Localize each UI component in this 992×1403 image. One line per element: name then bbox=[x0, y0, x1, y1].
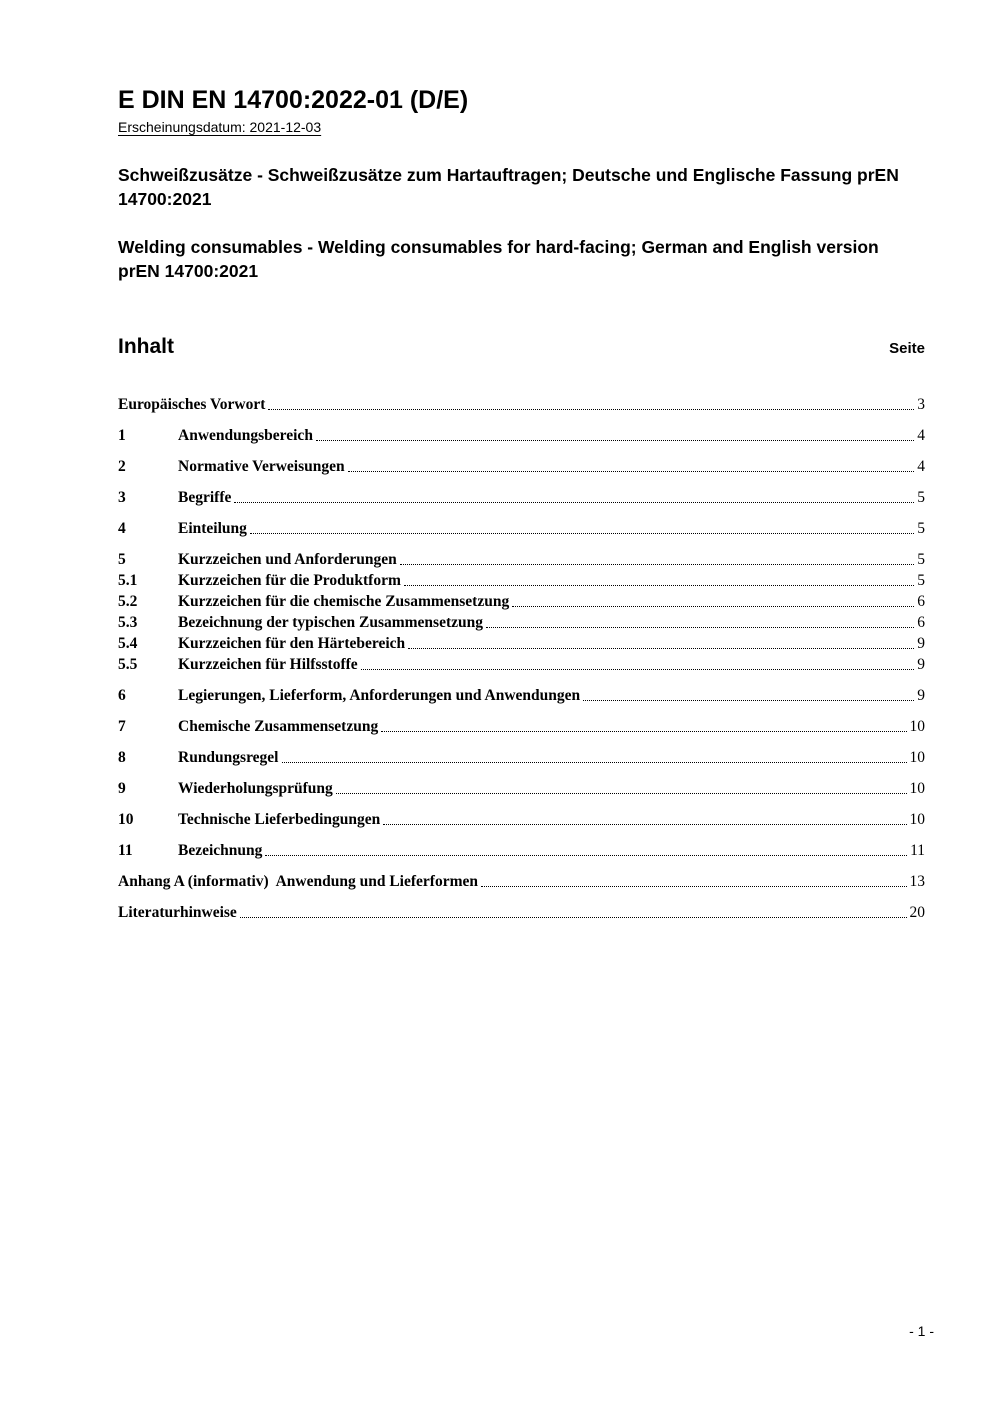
toc-entry-title: Kurzzeichen für die chemische Zusammensetzung bbox=[178, 593, 510, 610]
toc-entry-number: 1 bbox=[118, 427, 126, 444]
toc-entry-title: Bezeichnung der typischen Zusammensetzung bbox=[178, 614, 483, 631]
toc-entry-number: 5 bbox=[118, 551, 126, 568]
toc-entry-page: 20 bbox=[909, 904, 925, 921]
toc-entry-title: Kurzzeichen und Anforderungen bbox=[178, 551, 397, 568]
publication-date: Erscheinungsdatum: 2021-12-03 bbox=[118, 119, 322, 135]
toc-leader-dots bbox=[381, 731, 906, 732]
page-number-footer: - 1 - bbox=[909, 1323, 934, 1339]
toc-leader-dots bbox=[361, 669, 915, 670]
title-english: Welding consumables - Welding consumables for hard-facing; German and English version prEN 14700:2021 bbox=[118, 237, 879, 281]
toc-entry-title: Technische Lieferbedingungen bbox=[178, 811, 381, 828]
toc-leader-dots bbox=[404, 585, 914, 586]
toc-leader-dots bbox=[486, 627, 914, 628]
toc-entry-title: Literaturhinweise bbox=[118, 904, 237, 921]
toc-leader-dots bbox=[348, 471, 915, 472]
toc-entry bbox=[118, 519, 925, 539]
toc-entry-page: 5 bbox=[917, 520, 925, 537]
toc-entry-title: Normative Verweisungen bbox=[178, 458, 345, 475]
toc-entry-title: Begriffe bbox=[178, 489, 232, 506]
toc-entry bbox=[118, 613, 925, 633]
toc-entry-title: Anhang A (informativ) Anwendung und Lieferformen bbox=[118, 873, 478, 890]
toc-entry-title: Anwendungsbereich bbox=[178, 427, 313, 444]
toc-entry-number: 8 bbox=[118, 749, 126, 766]
toc-entry-page: 13 bbox=[909, 873, 925, 890]
toc-entry-number: 9 bbox=[118, 780, 126, 797]
toc-entry-page: 9 bbox=[917, 687, 925, 704]
toc-entry bbox=[118, 457, 925, 477]
toc-heading: Inhalt bbox=[118, 335, 174, 358]
toc-leader-dots bbox=[268, 409, 914, 410]
toc-entry-title: Wiederholungsprüfung bbox=[178, 780, 333, 797]
toc-leader-dots bbox=[400, 564, 915, 565]
toc-leader-dots bbox=[265, 855, 907, 856]
toc-entry bbox=[118, 634, 925, 654]
toc-entry-page: 9 bbox=[917, 635, 925, 652]
document-title: E DIN EN 14700:2022-01 (D/E) bbox=[118, 86, 469, 114]
toc-leader-dots bbox=[512, 606, 914, 607]
toc-entry bbox=[118, 592, 925, 612]
toc-leader-dots bbox=[583, 700, 914, 701]
toc-entry-number: 10 bbox=[118, 811, 134, 828]
toc-entry-title: Chemische Zusammensetzung bbox=[178, 718, 379, 735]
toc-entry-page: 4 bbox=[917, 458, 925, 475]
toc-entry-page: 10 bbox=[909, 811, 925, 828]
toc-entry-number: 6 bbox=[118, 687, 126, 704]
toc-entry bbox=[118, 779, 925, 799]
toc-entry bbox=[118, 655, 925, 675]
toc-entry bbox=[118, 686, 925, 706]
toc-entry-page: 4 bbox=[917, 427, 925, 444]
toc-entry bbox=[118, 872, 925, 892]
toc-entry-number: 4 bbox=[118, 520, 126, 537]
toc-entry-page: 5 bbox=[917, 551, 925, 568]
toc-entry-number: 2 bbox=[118, 458, 126, 475]
toc-entry-page: 10 bbox=[909, 780, 925, 797]
toc-entry-number: 5.5 bbox=[118, 656, 138, 673]
toc-entry-number: 5.1 bbox=[118, 572, 138, 589]
toc-entry-title: Einteilung bbox=[178, 520, 247, 537]
toc-entry-page: 3 bbox=[917, 396, 925, 413]
toc-entry-page: 10 bbox=[909, 749, 925, 766]
toc-leader-dots bbox=[234, 502, 914, 503]
toc-entry bbox=[118, 426, 925, 446]
toc-entry-title: Kurzzeichen für die Produktform bbox=[178, 572, 401, 589]
toc-leader-dots bbox=[316, 440, 914, 441]
toc-entry-page: 10 bbox=[909, 718, 925, 735]
title-german: Schweißzusätze - Schweißzusätze zum Hartauftragen; Deutsche und Englische Fassung prEN 14700:2021 bbox=[118, 165, 899, 209]
toc-entry-number: 3 bbox=[118, 489, 126, 506]
toc-entry bbox=[118, 395, 925, 415]
toc-leader-dots bbox=[240, 917, 907, 918]
toc-entry-page: 6 bbox=[917, 614, 925, 631]
toc-entry-page: 9 bbox=[917, 656, 925, 673]
toc-leader-dots bbox=[250, 533, 914, 534]
toc-entry-number: 7 bbox=[118, 718, 126, 735]
toc-entry bbox=[118, 841, 925, 861]
toc-entry-title: Europäisches Vorwort bbox=[118, 396, 266, 413]
toc-entry bbox=[118, 488, 925, 508]
toc-entry-title: Bezeichnung bbox=[178, 842, 263, 859]
toc-entry-title: Kurzzeichen für Hilfsstoffe bbox=[178, 656, 358, 673]
toc-entry bbox=[118, 748, 925, 768]
toc-entry bbox=[118, 571, 925, 591]
toc-page-column-label: Seite bbox=[889, 340, 925, 357]
toc-entry-number: 5.2 bbox=[118, 593, 138, 610]
toc-entry-page: 5 bbox=[917, 489, 925, 506]
toc-header bbox=[118, 335, 925, 359]
toc-entry bbox=[118, 550, 925, 570]
toc-entry-page: 5 bbox=[917, 572, 925, 589]
toc-list bbox=[118, 395, 925, 923]
toc-leader-dots bbox=[336, 793, 907, 794]
toc-entry-number: 5.4 bbox=[118, 635, 138, 652]
toc-leader-dots bbox=[408, 648, 914, 649]
toc-leader-dots bbox=[481, 886, 907, 887]
toc-entry-page: 11 bbox=[910, 842, 925, 859]
toc-entry bbox=[118, 810, 925, 830]
toc-entry-title: Legierungen, Lieferform, Anforderungen und Anwendungen bbox=[178, 687, 581, 704]
toc-entry-title: Kurzzeichen für den Härtebereich bbox=[178, 635, 406, 652]
toc-entry-page: 6 bbox=[917, 593, 925, 610]
toc-entry bbox=[118, 717, 925, 737]
toc-entry-title: Rundungsregel bbox=[178, 749, 279, 766]
toc-entry bbox=[118, 903, 925, 923]
toc-entry-number: 11 bbox=[118, 842, 133, 859]
toc-leader-dots bbox=[282, 762, 907, 763]
toc-leader-dots bbox=[383, 824, 906, 825]
toc-entry-number: 5.3 bbox=[118, 614, 138, 631]
